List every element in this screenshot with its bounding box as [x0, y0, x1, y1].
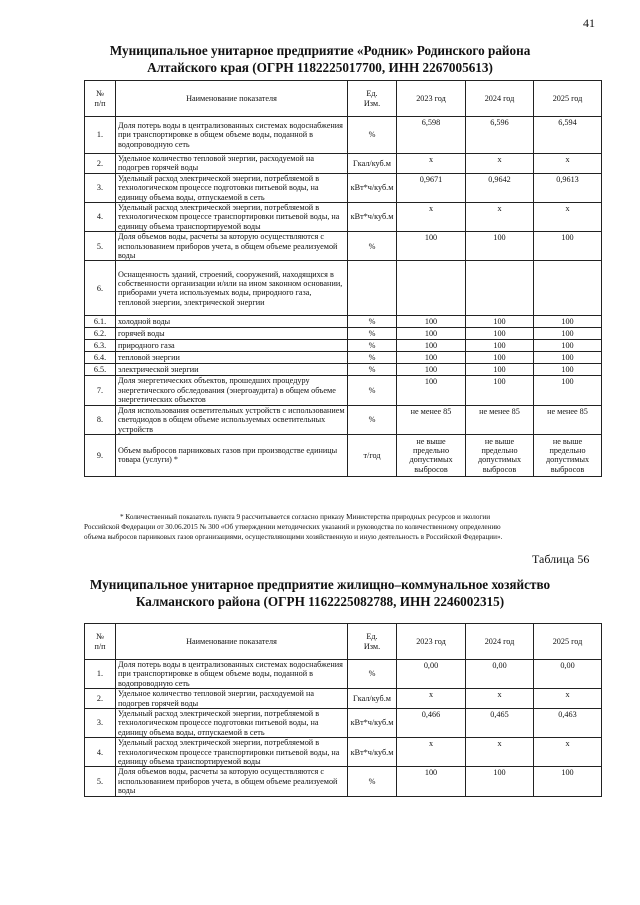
value-2023: 0,00	[397, 660, 466, 689]
value-2025: 100	[534, 767, 602, 796]
value-2023: 0,466	[397, 709, 466, 738]
value-2025: 100	[534, 316, 602, 328]
header-unit: Ед. Изм.	[348, 81, 397, 117]
unit-cell: %	[348, 767, 397, 796]
unit-cell: %	[348, 316, 397, 328]
header-num: № п/п	[85, 624, 116, 660]
indicator-name: Доля потерь воды в централизованных системах водоснабжения при транспортировке в общем объеме воды, поданной в водопроводную сеть	[116, 660, 348, 689]
table-body	[85, 660, 602, 797]
value-2025: х	[534, 738, 602, 767]
value-2024: 0,465	[466, 709, 534, 738]
value-2024: 100	[466, 376, 534, 405]
unit-cell	[348, 261, 397, 316]
value-2025: не менее 85	[534, 405, 602, 434]
header-year-2023: 2023 год	[397, 81, 466, 117]
row-number: 7.	[85, 376, 116, 405]
section1-title-line2: Алтайского края (ОГРН 1182225017700, ИНН 2267005613)	[147, 60, 493, 75]
section2-title-line1: Муниципальное унитарное предприятие жилищно–коммунальное хозяйство	[89, 577, 551, 592]
table-row	[85, 316, 602, 328]
value-2025: 100	[534, 352, 602, 364]
value-2024: х	[466, 154, 534, 174]
value-2023: 100	[397, 352, 466, 364]
value-2023: не выше предельно допустимых выбросов	[397, 434, 466, 476]
value-2024	[466, 261, 534, 316]
indicator-name: горячей воды	[116, 328, 348, 340]
table-header-row	[85, 624, 602, 660]
unit-cell: кВт*ч/куб.м	[348, 173, 397, 202]
value-2024: 100	[466, 232, 534, 261]
value-2023: 100	[397, 340, 466, 352]
value-2025: 100	[534, 340, 602, 352]
table-body	[85, 117, 602, 477]
table-row	[85, 173, 602, 202]
table-row	[85, 767, 602, 796]
row-number: 2.	[85, 154, 116, 174]
indicator-name: Удельный расход электрической энергии, потребляемой в технологическом процессе транспортировки питьевой воды, на единицу объема транспортируемой воды	[116, 738, 348, 767]
footnote-line1: * Количественный показатель пункта 9 рассчитывается согласно приказу Министерства природных ресурсов и экологии	[120, 513, 491, 521]
value-2024: не выше предельно допустимых выбросов	[466, 434, 534, 476]
row-number: 6.4.	[85, 352, 116, 364]
row-number: 9.	[85, 434, 116, 476]
unit-cell: кВт*ч/куб.м	[348, 203, 397, 232]
header-name: Наименование показателя	[116, 624, 348, 660]
unit-cell: кВт*ч/куб.м	[348, 709, 397, 738]
value-2024: х	[466, 689, 534, 709]
table-row	[85, 117, 602, 154]
section2-title-line2: Калманского района (ОГРН 1162225082788, ИНН 2246002315)	[135, 594, 505, 609]
table-row	[85, 709, 602, 738]
row-number: 6.1.	[85, 316, 116, 328]
value-2025: 100	[534, 376, 602, 405]
indicators-table-2	[84, 623, 602, 797]
header-unit: Ед. Изм.	[348, 624, 397, 660]
value-2023: х	[397, 203, 466, 232]
value-2023: 100	[397, 376, 466, 405]
indicator-name: холодной воды	[116, 316, 348, 328]
table-label: Таблица 56	[532, 552, 590, 566]
value-2024: 100	[466, 328, 534, 340]
row-number: 6.2.	[85, 328, 116, 340]
value-2025: 0,9613	[534, 173, 602, 202]
value-2025: х	[534, 203, 602, 232]
value-2024: 100	[466, 340, 534, 352]
footnote-line2: Российской Федерации от 30.06.2015 № 300 «Об утверждении методических указаний и руководства по количественному определению	[84, 523, 501, 531]
unit-cell: %	[348, 117, 397, 154]
indicator-name: Удельное количество тепловой энергии, расходуемой на подогрев горячей воды	[116, 689, 348, 709]
value-2024: 100	[466, 316, 534, 328]
value-2023: 100	[397, 316, 466, 328]
row-number: 5.	[85, 767, 116, 796]
value-2023	[397, 261, 466, 316]
indicator-name: Доля объемов воды, расчеты за которую осуществляются с использованием приборов учета, в общем объеме реализуемой воды	[116, 232, 348, 261]
unit-cell: %	[348, 364, 397, 376]
indicator-name: Доля использования осветительных устройств с использованием светодиодов в общем объеме используемых осветительных устройств	[116, 405, 348, 434]
table-row	[85, 328, 602, 340]
table-row	[85, 340, 602, 352]
unit-cell: %	[348, 232, 397, 261]
row-number: 6.5.	[85, 364, 116, 376]
unit-cell: %	[348, 328, 397, 340]
header-name: Наименование показателя	[116, 81, 348, 117]
header-year-2025: 2025 год	[534, 81, 602, 117]
unit-cell: %	[348, 352, 397, 364]
table-row	[85, 364, 602, 376]
unit-cell: %	[348, 340, 397, 352]
value-2023: 100	[397, 232, 466, 261]
row-number: 6.	[85, 261, 116, 316]
value-2023: 100	[397, 767, 466, 796]
value-2023: 0,9671	[397, 173, 466, 202]
table-row	[85, 376, 602, 405]
header-year-2024: 2024 год	[466, 81, 534, 117]
table-row	[85, 352, 602, 364]
value-2025: 0,463	[534, 709, 602, 738]
value-2025	[534, 261, 602, 316]
indicator-name: Удельный расход электрической энергии, потребляемой в технологическом процессе транспортировки питьевой воды, на единицу объема транспортируемой воды	[116, 203, 348, 232]
indicators-table-1	[84, 80, 602, 477]
indicator-name: тепловой энергии	[116, 352, 348, 364]
value-2023: х	[397, 689, 466, 709]
header-year-2025: 2025 год	[534, 624, 602, 660]
indicator-name: Доля потерь воды в централизованных системах водоснабжения при транспортировке в общем объеме воды, поданной в водопроводную сеть	[116, 117, 348, 154]
indicator-name: Оснащенность зданий, строений, сооружений, находящихся в собственности организации и/или на ином законном основании, приборами учета используемых воды, природного газа, тепловой энергии, электрической энергии	[116, 261, 348, 316]
indicator-name: Доля объемов воды, расчеты за которую осуществляются с использованием приборов учета, в общем объеме реализуемой воды	[116, 767, 348, 796]
indicator-name: электрической энергии	[116, 364, 348, 376]
section2-title	[40, 576, 600, 610]
row-number: 4.	[85, 738, 116, 767]
table-row	[85, 203, 602, 232]
row-number: 6.3.	[85, 340, 116, 352]
footnote	[84, 512, 604, 542]
unit-cell: %	[348, 405, 397, 434]
unit-cell: Гкал/куб.м	[348, 689, 397, 709]
table-row	[85, 405, 602, 434]
indicator-name: Удельное количество тепловой энергии, расходуемой на подогрев горячей воды	[116, 154, 348, 174]
footnote-line3: объема выбросов парниковых газов организациями, осуществляющими хозяйственную и иную деятельность в Российской Федерации».	[84, 533, 503, 541]
value-2023: 100	[397, 364, 466, 376]
row-number: 3.	[85, 709, 116, 738]
value-2025: не выше предельно допустимых выбросов	[534, 434, 602, 476]
row-number: 3.	[85, 173, 116, 202]
value-2023: 6,598	[397, 117, 466, 154]
value-2025: 6,594	[534, 117, 602, 154]
row-number: 1.	[85, 117, 116, 154]
unit-cell: %	[348, 660, 397, 689]
value-2024: 100	[466, 767, 534, 796]
indicator-name: Объем выбросов парниковых газов при производстве единицы товара (услуги) *	[116, 434, 348, 476]
table-row	[85, 689, 602, 709]
row-number: 4.	[85, 203, 116, 232]
value-2023: не менее 85	[397, 405, 466, 434]
header-year-2024: 2024 год	[466, 624, 534, 660]
value-2025: х	[534, 689, 602, 709]
indicator-name: Доля энергетических объектов, прошедших процедуру энергетического обследования (энергоаудита) в общем объеме энергетических объектов	[116, 376, 348, 405]
value-2025: 100	[534, 364, 602, 376]
unit-cell: %	[348, 376, 397, 405]
value-2023: х	[397, 738, 466, 767]
table-row	[85, 154, 602, 174]
page-number: 41	[583, 16, 595, 30]
value-2024: х	[466, 738, 534, 767]
value-2024: 0,9642	[466, 173, 534, 202]
indicator-name: природного газа	[116, 340, 348, 352]
indicator-name: Удельный расход электрической энергии, потребляемой в технологическом процессе подготовки питьевой воды, на единицу объема воды, отпускаемой в сеть	[116, 709, 348, 738]
indicator-name: Удельный расход электрической энергии, потребляемой в технологическом процессе подготовки питьевой воды, на единицу объема воды, отпускаемой в сеть	[116, 173, 348, 202]
value-2025: х	[534, 154, 602, 174]
header-num: № п/п	[85, 81, 116, 117]
value-2024: 100	[466, 352, 534, 364]
unit-cell: т/год	[348, 434, 397, 476]
table-header-row	[85, 81, 602, 117]
value-2024: 0,00	[466, 660, 534, 689]
value-2024: не менее 85	[466, 405, 534, 434]
table-row	[85, 434, 602, 476]
section1-title-line1: Муниципальное унитарное предприятие «Родник» Родинского района	[109, 43, 531, 58]
unit-cell: кВт*ч/куб.м	[348, 738, 397, 767]
value-2023: х	[397, 154, 466, 174]
table-row	[85, 738, 602, 767]
row-number: 1.	[85, 660, 116, 689]
table-row	[85, 261, 602, 316]
section1-title	[40, 42, 600, 76]
value-2025: 0,00	[534, 660, 602, 689]
value-2025: 100	[534, 328, 602, 340]
value-2025: 100	[534, 232, 602, 261]
row-number: 2.	[85, 689, 116, 709]
unit-cell: Гкал/куб.м	[348, 154, 397, 174]
value-2024: 6,596	[466, 117, 534, 154]
value-2024: х	[466, 203, 534, 232]
header-year-2023: 2023 год	[397, 624, 466, 660]
row-number: 5.	[85, 232, 116, 261]
value-2024: 100	[466, 364, 534, 376]
table-row	[85, 660, 602, 689]
row-number: 8.	[85, 405, 116, 434]
table-row	[85, 232, 602, 261]
value-2023: 100	[397, 328, 466, 340]
